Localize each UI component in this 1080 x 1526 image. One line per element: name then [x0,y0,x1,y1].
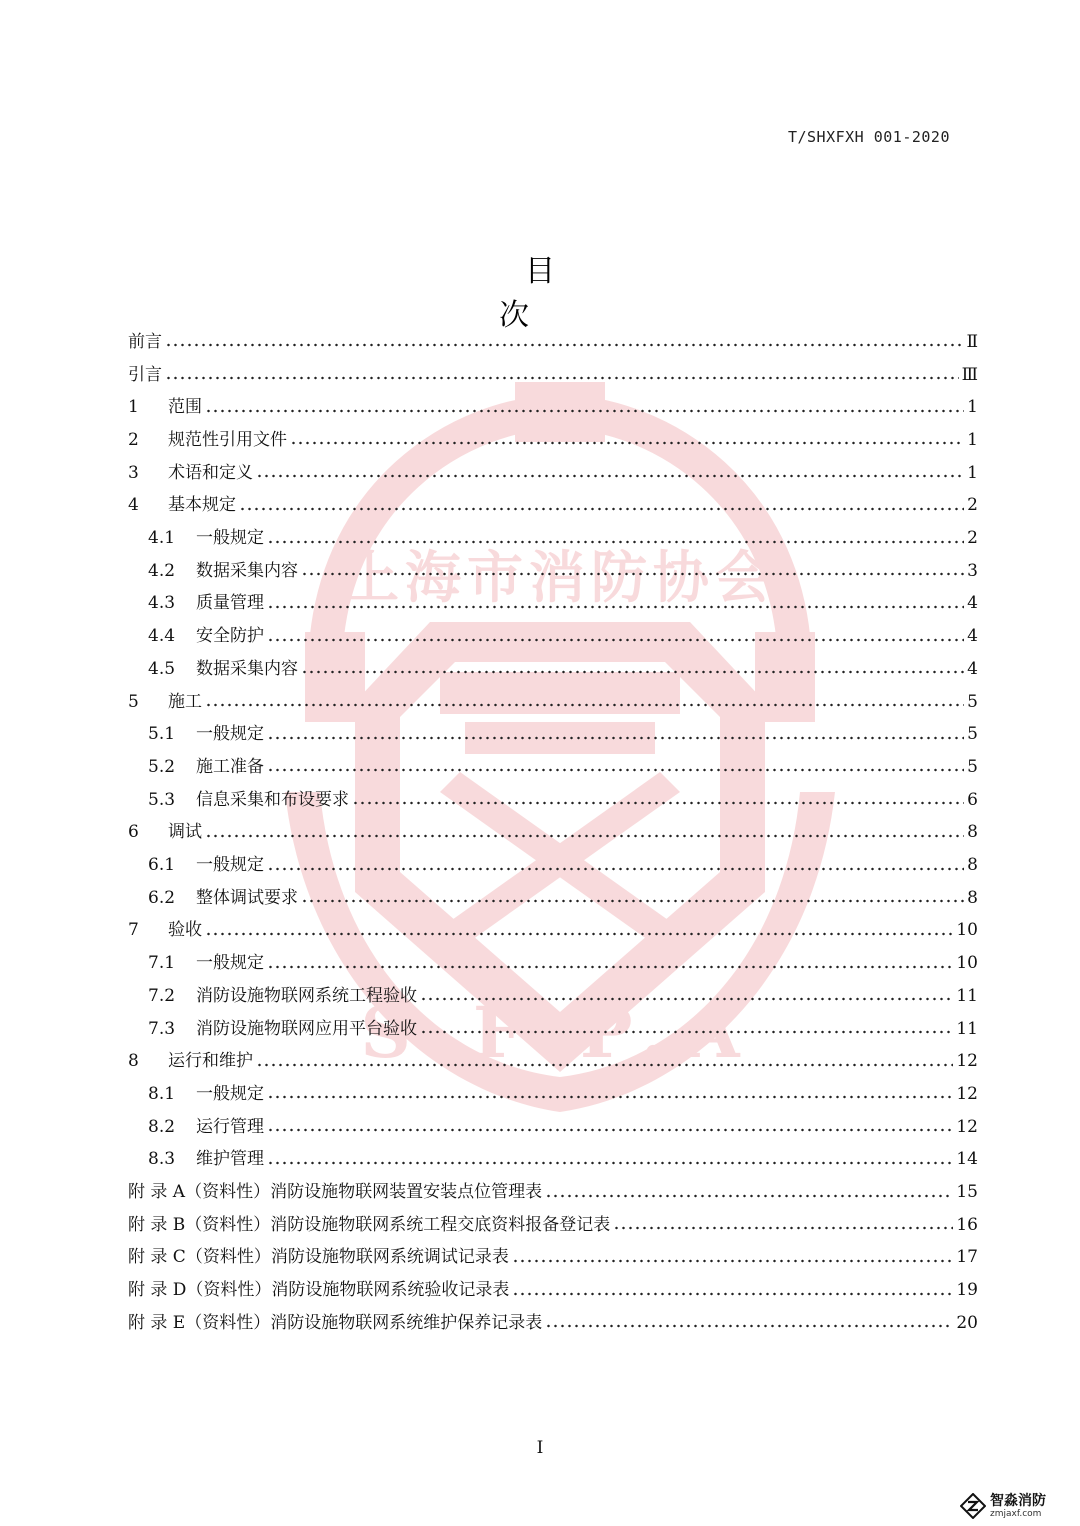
toc-entry-label: 维护管理 [196,1149,264,1170]
toc-entry [148,1078,978,1111]
toc-leader-dots [267,638,964,642]
toc-entry [128,490,978,523]
toc-entry-label: 一般规定 [196,528,264,549]
zm-logo-icon [960,1493,986,1519]
toc-leader-dots [165,343,963,347]
toc-entry [128,457,978,490]
toc-leader-dots [205,409,964,413]
toc-entry [128,1274,978,1307]
toc-entry-number: 8.1 [148,1083,176,1104]
toc-entry-number: 7.2 [148,985,176,1006]
toc-leader-dots [545,1194,953,1198]
toc-entry-number: 4.5 [148,658,176,679]
toc-entry [148,522,978,555]
toc-entry [128,686,978,719]
toc-entry [148,980,978,1013]
toc-entry-number: 2 [128,429,139,450]
toc-entry [148,751,978,784]
toc-entry-label: 消防设施物联网系统工程验收 [196,985,417,1006]
toc-entry-label: 质量管理 [196,593,264,614]
toc-leader-dots [267,867,964,871]
toc-entry-page: 8 [967,822,978,843]
toc-leader-dots [267,1095,953,1099]
toc-entry [128,1045,978,1078]
toc-entry-label: 基本规定 [168,495,236,516]
toc-entry [148,849,978,882]
toc-entry-page: 4 [967,593,978,614]
toc-entry-page: 10 [956,920,978,941]
toc-entry-page: 20 [956,1312,978,1333]
toc-entry-label: 一般规定 [196,855,264,876]
toc-entry-page: 4 [967,658,978,679]
toc-entry-number: 8 [128,1051,139,1072]
site-logo-url: zmjaxf.com [990,1508,1042,1519]
toc-entry [148,588,978,621]
toc-leader-dots [301,572,964,576]
toc-entry-number: 7 [128,920,139,941]
toc-entry-label: 运行和维护 [168,1051,253,1072]
toc-entry-number: 4 [128,495,139,516]
toc-entry [148,882,978,915]
toc-entry-number: 8.2 [148,1116,176,1137]
toc-entry-page: 8 [967,887,978,908]
toc-entry-page: 11 [956,1018,978,1039]
toc-entry [148,784,978,817]
toc-leader-dots [205,703,964,707]
toc-entry-label: 一般规定 [196,953,264,974]
site-logo-name: 智淼消防 [990,1492,1046,1509]
toc-entry-label: 范围 [168,397,202,418]
toc-entry-page: Ⅲ [961,364,978,385]
toc-entry [128,817,978,850]
toc-entry-label: 施工 [168,691,202,712]
toc-leader-dots [301,670,964,674]
toc-entry-page: 2 [967,528,978,549]
toc-entry-label: 附 录 B（资料性）消防设施物联网系统工程交底资料报备登记表 [128,1214,611,1235]
toc-title: 目 次 [499,254,771,333]
toc-entry-label: 附 录 A（资料性）消防设施物联网装置安装点位管理表 [128,1182,543,1203]
toc-leader-dots [165,376,959,380]
toc-entry [148,718,978,751]
toc-entry-label: 运行管理 [196,1116,264,1137]
toc-entry [148,1144,978,1177]
toc-entry-page: 5 [967,691,978,712]
toc-entry-page: 16 [956,1214,978,1235]
toc-leader-dots [512,1259,954,1263]
toc-entry-label: 附 录 D（资料性）消防设施物联网系统验收记录表 [128,1280,510,1301]
toc-leader-dots [267,965,953,969]
toc-leader-dots [267,605,964,609]
toc-entry-label: 验收 [168,920,202,941]
toc-entry-number: 5.3 [148,789,176,810]
toc-entry-number: 3 [128,462,139,483]
toc-entry-number: 4.1 [148,528,176,549]
toc-leader-dots [267,736,964,740]
toc-entry-page: 12 [956,1116,978,1137]
toc-entry-label: 术语和定义 [168,462,253,483]
toc-entry-label: 一般规定 [196,1083,264,1104]
toc-entry-number: 5.1 [148,724,176,745]
toc-entry [148,947,978,980]
toc-entry-number: 4.2 [148,560,176,581]
toc-entry-page: 12 [956,1051,978,1072]
toc-entry-number: 7.3 [148,1018,176,1039]
toc-entry-page: 2 [967,495,978,516]
toc-leader-dots [613,1226,953,1230]
watermark-text-bottom: S.F.P.A [360,991,760,1074]
toc-entry-number: 4.4 [148,626,176,647]
toc-leader-dots [420,997,953,1001]
toc-entry [128,359,978,392]
toc-entry [128,1307,978,1340]
toc-entry-label: 消防设施物联网应用平台验收 [196,1018,417,1039]
toc-leader-dots [267,1128,953,1132]
toc-entry-label: 附 录 C（资料性）消防设施物联网系统调试记录表 [128,1247,509,1268]
toc-entry-label: 数据采集内容 [196,658,298,679]
toc-entry-page: 12 [956,1083,978,1104]
toc-entry-number: 7.1 [148,953,176,974]
toc-entry-page: 5 [967,756,978,777]
toc-entry-label: 一般规定 [196,724,264,745]
toc-entry-label: 数据采集内容 [196,560,298,581]
toc-entry-label: 前言 [128,331,162,352]
toc-entry-page: 19 [956,1280,978,1301]
toc-leader-dots [512,1292,953,1296]
toc-leader-dots [205,834,964,838]
toc-entry-number: 6.2 [148,887,176,908]
toc-entry-label: 整体调试要求 [196,887,298,908]
toc-entry [148,1013,978,1046]
toc-entry-page: 8 [967,855,978,876]
toc-entry [128,391,978,424]
toc-entry-number: 8.3 [148,1149,176,1170]
toc-entry-label: 信息采集和布设要求 [196,789,349,810]
toc-entry-page: 1 [967,397,978,418]
toc-leader-dots [256,474,964,478]
toc-entry-page: 3 [967,560,978,581]
toc-entry-label: 引言 [128,364,162,385]
toc-entry-number: 6.1 [148,855,176,876]
toc-leader-dots [301,899,964,903]
toc-leader-dots [545,1324,953,1328]
toc-entry [148,653,978,686]
toc-leader-dots [239,507,964,511]
toc-entry-label: 附 录 E（资料性）消防设施物联网系统维护保养记录表 [128,1312,543,1333]
toc-entry-page: 11 [956,985,978,1006]
toc-entry-page: 6 [967,789,978,810]
toc-entry-number: 5 [128,691,139,712]
standard-code: T/SHXFXH 001-2020 [787,128,950,146]
toc-entry-number: 6 [128,822,139,843]
toc-entry-number: 4.3 [148,593,176,614]
toc-entry [128,1242,978,1275]
toc-entry [128,915,978,948]
toc-entry-page: 14 [956,1149,978,1170]
toc-leader-dots [256,1063,953,1067]
toc-entry-page: 1 [967,429,978,450]
toc-leader-dots [420,1030,953,1034]
toc-entry-page: 1 [967,462,978,483]
watermark-text-top: 上海市消防协会 [343,546,777,611]
toc-leader-dots [267,768,964,772]
toc-entry-page: 15 [956,1182,978,1203]
toc-entry-page: 4 [967,626,978,647]
toc-entry [148,1111,978,1144]
toc-entry [148,620,978,653]
toc-entry-page: 17 [956,1247,978,1268]
toc-leader-dots [352,801,964,805]
page-number: I [536,1438,544,1458]
site-logo [960,1489,1072,1523]
toc-entry-label: 调试 [168,822,202,843]
toc-entry [148,555,978,588]
toc-leader-dots [267,540,964,544]
toc-entry-page: 10 [956,953,978,974]
toc-entry-page: 5 [967,724,978,745]
toc-entry-label: 规范性引用文件 [168,429,287,450]
toc-entry-number: 1 [128,397,139,418]
toc-leader-dots [205,932,953,936]
toc-leader-dots [290,441,964,445]
toc-entry-label: 安全防护 [196,626,264,647]
toc-entry-number: 5.2 [148,756,176,777]
toc-entry [128,326,978,359]
toc-entry [128,424,978,457]
toc-entry-page: Ⅱ [966,331,978,352]
toc-leader-dots [267,1161,953,1165]
toc-entry-label: 施工准备 [196,756,264,777]
toc-entry [128,1209,978,1242]
toc-entry [128,1176,978,1209]
